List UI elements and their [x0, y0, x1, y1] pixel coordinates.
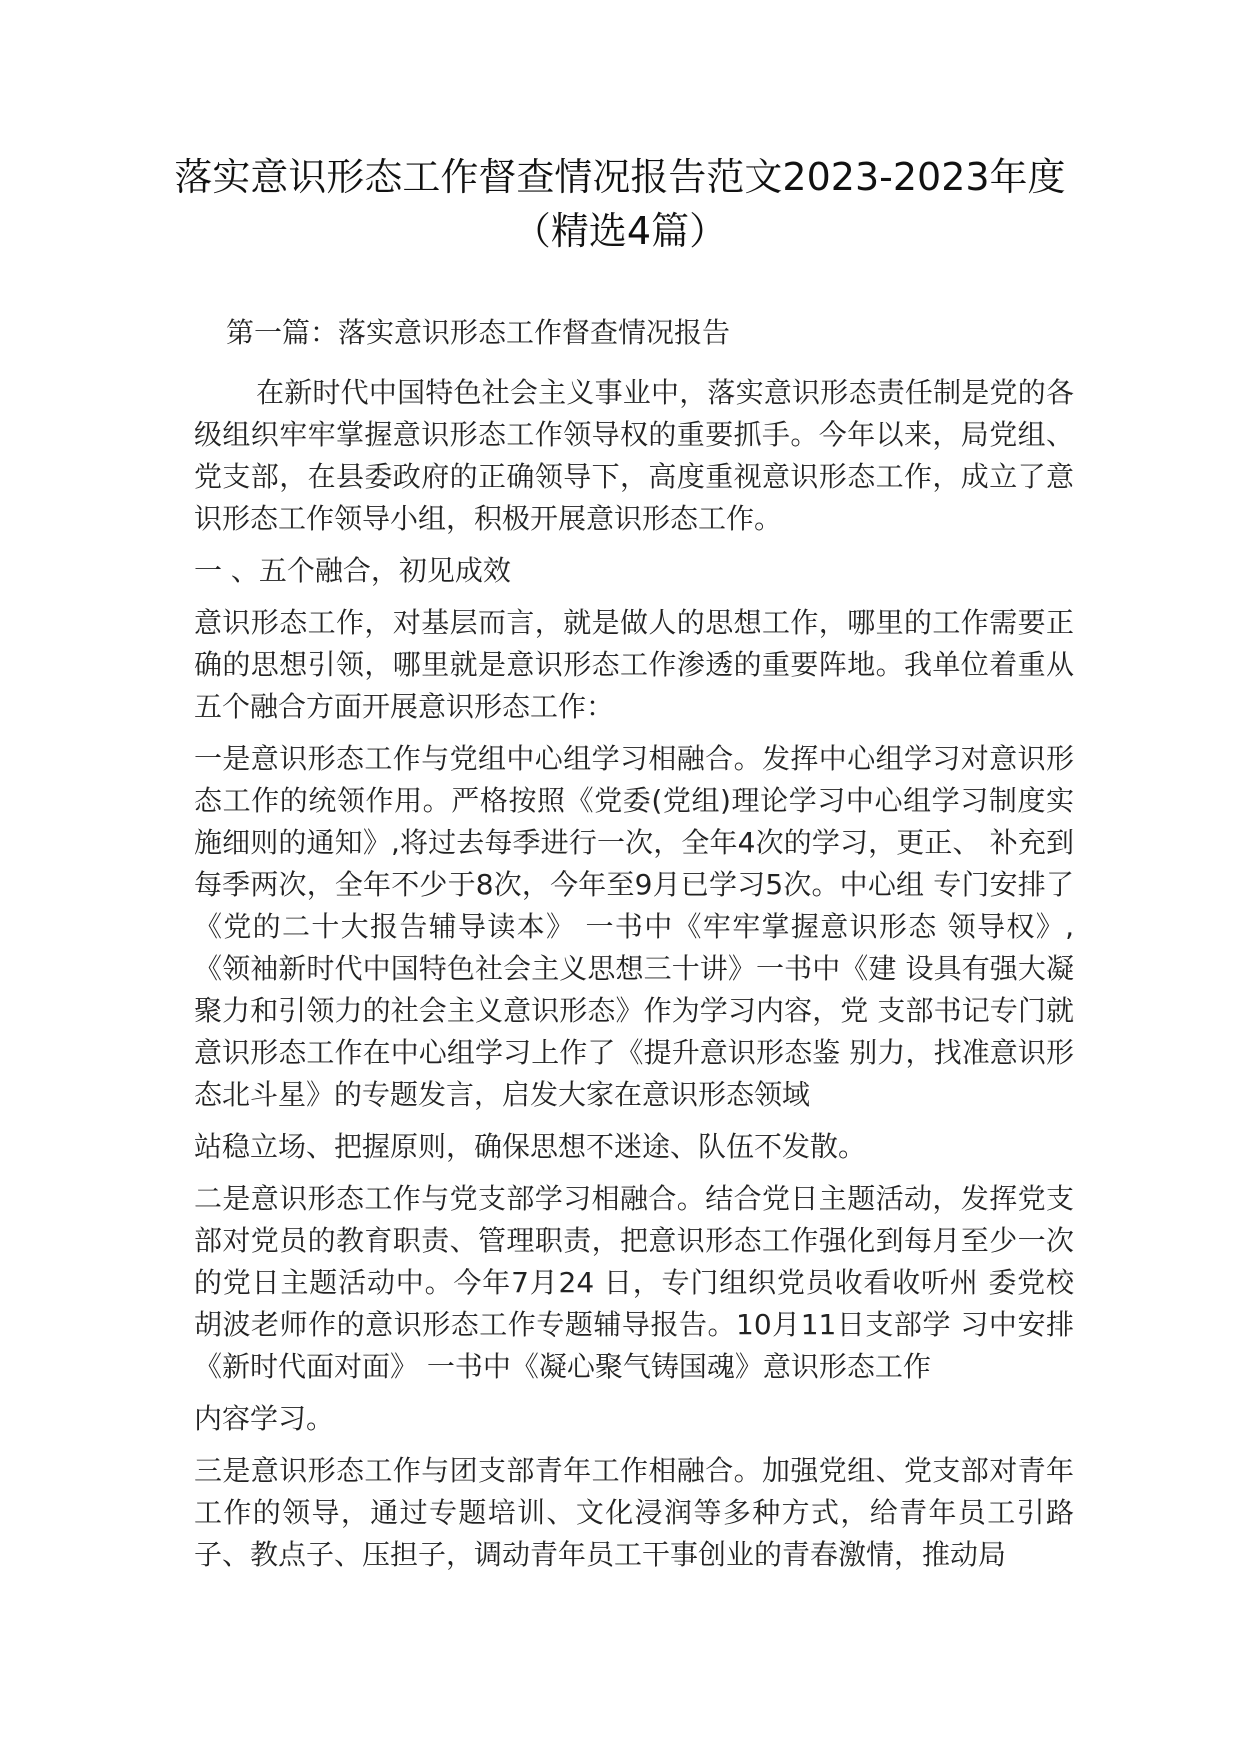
paragraph-intro: 在新时代中国特色社会主义事业中，落实意识形态责任制是党的各级组织牢牢掌握意识形态工作领导权的重要抓手。今年以来，局党组、党支部，在县委政府的正确领导下，高度重视意识形态工作，成立了意识形态工作领导小组，积极开展意识形态工作。 [194, 376, 1074, 535]
paragraph-integration-two: 二是意识形态工作与党支部学习相融合。结合党日主题活动，发挥党支部对党员的教育职责、管理职责，把意识形态工作强化到每月至少一次的党日主题活动中。今年7月24 日，专门组织党员收看收听州 委党校胡波老师作的意识形态工作专题辅导报告。10月11日支部学 习中安排《新时代面对面》 一书中《凝心聚气铸国魂》意识形态工作 [194, 1182, 1074, 1383]
paragraph-integration-one: 一是意识形态工作与党组中心组学习相融合。发挥中心组学习对意识形态工作的统领作用。严格按照《党委(党组)理论学习中心组学习制度实施细则的通知》,将过去每季进行一次，全年4次的学习，更正、 补充到每季两次，全年不少于8次，今年至9月已学习5次。中心组 专门安排了《党的二十大报告辅导读本》 一书中《牢牢掌握意识形态 领导权》,《领袖新时代中国特色社会主义思想三十讲》一书中《建 设具有强大凝聚力和引领力的社会主义意识形态》作为学习内容，党 支部书记专门就意识形态工作在中心组学习上作了《提升意识形态鉴 别力，找准意识形态北斗星》的专题发言，启发大家在意识形态领域 [194, 742, 1074, 1111]
paragraph-integration-three: 三是意识形态工作与团支部青年工作相融合。加强党组、党支部对青年工作的领导，通过专题培训、文化浸润等多种方式，给青年员工引路子、教点子、压担子，调动青年员工干事创业的青春激情，推动局 [194, 1454, 1074, 1571]
paragraph-overview: 意识形态工作，对基层而言，就是做人的思想工作，哪里的工作需要正确的思想引领，哪里就是意识形态工作渗透的重要阵地。我单位着重从五个融合方面开展意识形态工作： [194, 606, 1074, 723]
document-title: 落实意识形态工作督查情况报告范文2023-2023年度（精选4篇） [174, 155, 1066, 253]
paragraph-integration-two-end: 内容学习。 [194, 1402, 335, 1435]
section-title: 第一篇：落实意识形态工作督查情况报告 [226, 316, 731, 349]
heading-five-integrations: 一 、五个融合，初见成效 [194, 554, 511, 587]
paragraph-integration-one-end: 站稳立场、把握原则，确保思想不迷途、队伍不发散。 [194, 1130, 867, 1163]
document-body [194, 312, 1074, 1576]
